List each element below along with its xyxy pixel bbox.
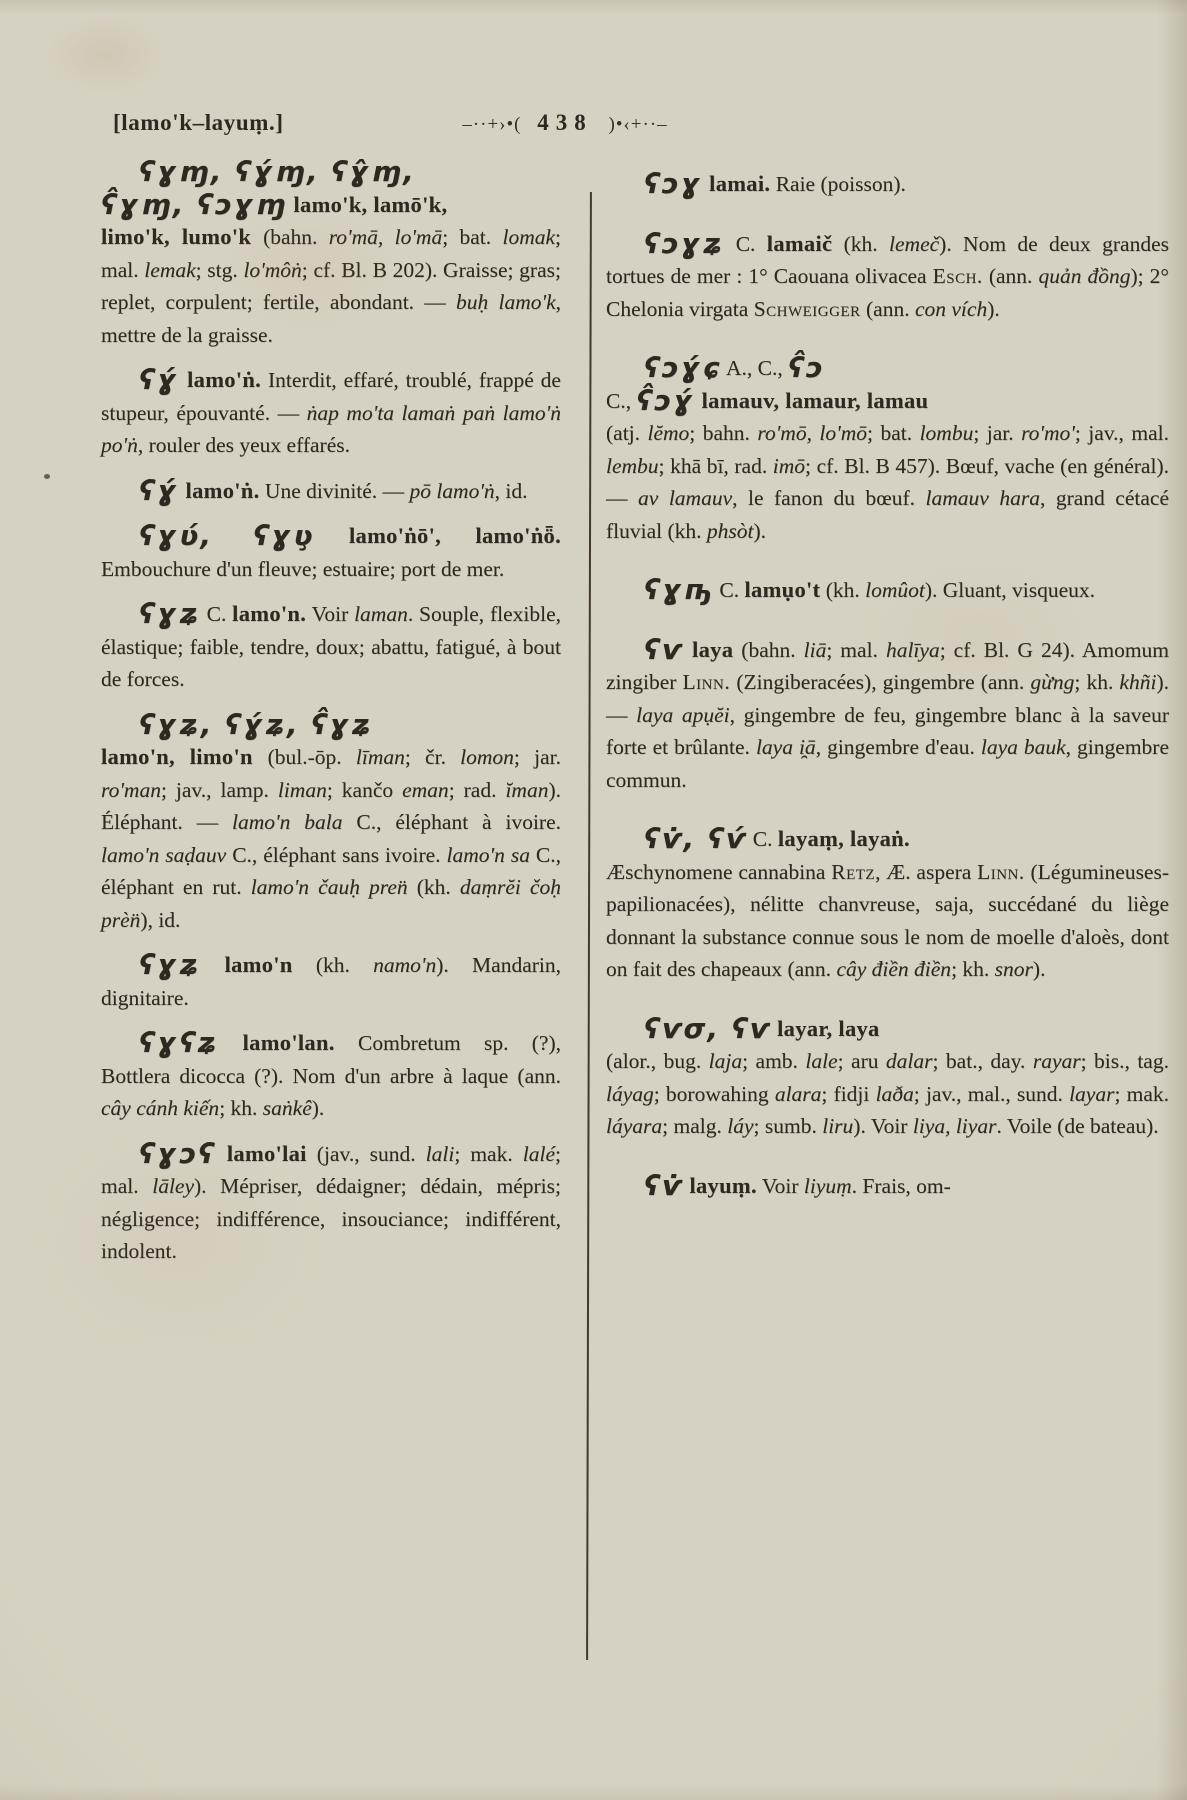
definition-text: ; jar.: [513, 745, 561, 769]
foreign-term: liru: [822, 1114, 854, 1138]
foreign-term: ṅap mo'ta lamaṅ paṅ lamo'ṅ po'ṅ: [101, 400, 561, 457]
headword: lamo'n: [200, 952, 293, 977]
foreign-term: lale: [805, 1049, 838, 1073]
dictionary-entry: [101, 520, 561, 585]
cham-script-word: ʕɣʕʑ: [139, 1026, 219, 1059]
foreign-term: layar: [1069, 1081, 1115, 1106]
cham-script-word: ʕɣɱ, ʕɣ́ɱ, ʕɣ̂ɱ,: [139, 155, 416, 188]
author-name: Schweigger: [753, 296, 861, 321]
definition-text: Combretum sp. (?), Bottlera dicocca (?). Nom d'un arbre à laque (ann.: [101, 1031, 561, 1088]
definition-text: , gingembre commun.: [606, 735, 1169, 792]
dictionary-entry: [101, 1027, 561, 1125]
foreign-term: lemak: [144, 257, 196, 282]
headword: lamo'lai: [216, 1140, 307, 1166]
foreign-term: ro'mō, lo'mō: [757, 421, 868, 445]
dictionary-entry: [606, 352, 1169, 547]
headword: laya: [683, 636, 734, 662]
definition-text: ; bat.: [867, 421, 920, 445]
pagination: [340, 110, 790, 136]
foreign-term: cây điền điền: [836, 957, 952, 981]
definition-text: (kh.: [820, 578, 866, 602]
foreign-term: lomak: [502, 225, 556, 249]
foreign-term: av lamauv: [638, 486, 733, 510]
definition-text: . Voile (de bateau).: [996, 1114, 1159, 1138]
definition-text: ; cf. Bl. B 457). Bœuf, vache (en général). —: [606, 453, 1169, 510]
definition-text: ). Nom de deux grandes tortues de mer : 1° Caouana olivacea: [606, 231, 1169, 288]
headword: lamo'n, limo'n: [101, 744, 268, 769]
definition-text: , Æ. aspera: [875, 859, 978, 884]
cham-script-word: ʕɣ́: [139, 363, 180, 396]
definition-text: , mettre de la graisse.: [101, 290, 561, 347]
definition-text: ; bat.: [442, 225, 503, 249]
cham-script-word: ʕɣʑ: [139, 948, 201, 981]
dictionary-entry: [606, 823, 1169, 986]
definition-text: ; čr.: [404, 745, 461, 769]
definition-text: ; amb.: [742, 1049, 806, 1073]
text-columns: [101, 156, 1169, 1281]
definition-text: (atj.: [606, 421, 648, 445]
definition-text: ).: [987, 296, 1000, 321]
cham-script-word: ʕɔɣ: [644, 167, 704, 200]
author-name: Retz: [831, 859, 876, 884]
foreign-term: phsòt: [706, 518, 754, 543]
foreign-term: lali: [425, 1141, 455, 1166]
foreign-term: lamo'n sa: [446, 842, 530, 867]
dictionary-entry: [606, 228, 1169, 326]
ornament-left: –··+›•(: [462, 114, 522, 135]
foreign-term: láyag: [606, 1081, 654, 1106]
definition-text: ; rad.: [448, 777, 506, 802]
foreign-term: saṅkê: [262, 1096, 312, 1120]
definition-text: (bahn.: [263, 225, 329, 249]
definition-text: (jav., sund.: [306, 1141, 426, 1166]
cham-script-word: ʕɣɔʕ: [139, 1136, 217, 1170]
foreign-term: lo'môṅ: [243, 257, 302, 282]
definition-text: C.,: [606, 388, 637, 413]
definition-text: ; fidji: [821, 1081, 876, 1106]
definition-text: , grand cétacé fluvial (kh.: [606, 486, 1169, 543]
foreign-term: quản đồng: [1038, 264, 1131, 288]
foreign-term: lembu: [606, 453, 659, 478]
ornament-right: )•‹+··–: [608, 114, 668, 135]
definition-text: ; mak.: [1114, 1081, 1169, 1106]
definition-text: ; bahn.: [689, 421, 758, 445]
definition-text: . Frais, om-: [851, 1173, 951, 1198]
foreign-term: laya apụĕi: [636, 702, 730, 727]
left-column: [101, 156, 561, 1281]
definition-text: ; aru: [837, 1049, 886, 1073]
definition-text: ; mal.: [101, 225, 562, 282]
foreign-term: lomon: [460, 745, 514, 769]
cham-script-word: ʕɣ̧ҧ: [644, 573, 715, 606]
foreign-term: laya bauk: [980, 735, 1066, 759]
ink-speck: [44, 474, 50, 479]
definition-text: ; sumb.: [753, 1114, 823, 1138]
dictionary-entry: [606, 168, 1169, 201]
foreign-term: ro'mo': [1021, 421, 1075, 445]
definition-text: ); 2° Chelonia virgata: [606, 264, 1169, 321]
definition-text: ; stg.: [195, 257, 244, 282]
foreign-term: laya i̯ā: [755, 735, 816, 759]
definition-text: C.: [747, 827, 778, 851]
definition-text: ; mak.: [454, 1141, 523, 1166]
definition-text: ).: [1032, 957, 1046, 981]
definition-text: (bul.-ōp.: [267, 745, 356, 769]
definition-text: Voir: [306, 602, 355, 626]
cham-script-word: ʕѵ̇: [644, 1168, 684, 1202]
definition-text: (bahn.: [733, 637, 804, 662]
headword: lamo'ṅ.: [179, 477, 260, 503]
cham-script-word: ʕ̂ɔɣ́: [636, 383, 696, 417]
definition-text: Une divinité. —: [259, 478, 410, 503]
headword: layar, laya: [771, 1015, 880, 1041]
dictionary-entry: [606, 1170, 1169, 1203]
dictionary-entry: [101, 475, 561, 508]
running-head: [lamo'k–layuṃ.]: [113, 110, 284, 135]
definition-text: ). Gluant, visqueux.: [924, 578, 1096, 602]
foreign-term: lāley: [152, 1174, 195, 1198]
dictionary-entry: [101, 364, 561, 462]
headword: lamo'lan.: [218, 1030, 335, 1055]
cham-script-word: ʕɣʑ, ʕɣ́ʑ, ʕ̂ɣʑ: [139, 707, 374, 741]
definition-text: ; bis., tag.: [1080, 1049, 1169, 1073]
definition-text: ). Mépriser, dédaigner; dédain, mépris; négligence; indifférence, insouciance; indifférent, indolent.: [101, 1174, 561, 1263]
definition-text: ). Mandarin, dignitaire.: [101, 953, 561, 1010]
foreign-term: ĭman: [505, 777, 549, 802]
foreign-term: snor: [994, 957, 1033, 981]
definition-text: ; khā bī, rad.: [658, 453, 773, 478]
foreign-term: alara: [774, 1081, 822, 1106]
foreign-term: lombu: [919, 421, 974, 445]
cham-script-word: ʕ̂ɣɱ, ʕɔɣɱ: [101, 187, 288, 221]
foreign-term: liya, liyar: [912, 1114, 997, 1138]
foreign-term: láy: [727, 1114, 754, 1138]
foreign-term: con vích: [914, 296, 988, 321]
cham-script-word: ʕ̂ɔ: [788, 351, 825, 384]
definition-text: ; borowahing: [653, 1081, 775, 1106]
foreign-term: pō lamo'ṅ: [409, 478, 495, 503]
foreign-term: līman: [355, 745, 405, 769]
definition-text: C., éléphant en rut.: [101, 842, 562, 899]
headword: lamauv, lamaur, lamau: [695, 387, 929, 413]
foreign-term: lamo'n saḍauv: [101, 842, 227, 867]
definition-text: , gingembre d'eau.: [815, 735, 981, 759]
cham-script-word: ʕɣʑ: [139, 597, 201, 630]
dictionary-entry: [606, 1013, 1169, 1143]
cham-script-word: ʕɣ́: [139, 473, 180, 507]
headword: layuṃ.: [683, 1172, 757, 1198]
cham-script-word: ʕɔɣʑ: [644, 226, 725, 260]
headword: lamụo't: [744, 577, 821, 602]
headword: lamo'ṅō', lamo'ṅȫ.: [314, 523, 561, 548]
headword: layaṃ, layaṅ.: [777, 826, 910, 851]
definition-text: Interdit, effaré, troublé, frappé de stupeur, épouvanté. —: [101, 368, 561, 425]
definition-text: ; bat., day.: [932, 1049, 1033, 1073]
foreign-term: lemeč: [889, 231, 940, 256]
definition-text: ).: [753, 518, 767, 543]
cham-script-word: ʕɔɣ́ɕ: [644, 351, 722, 384]
definition-text: , id.: [494, 478, 528, 503]
definition-text: ; malg.: [662, 1114, 728, 1138]
definition-text: (ann.: [860, 296, 915, 321]
definition-text: ; cf. Bl. G 24). Amomum zingiber: [606, 637, 1170, 694]
headword: lamaič: [766, 230, 833, 256]
definition-text: , rouler des yeux effarés.: [137, 433, 350, 457]
foreign-term: khñi: [1119, 670, 1157, 694]
definition-text: ; jav., mal.: [1074, 421, 1170, 445]
foreign-term: láyara: [606, 1114, 663, 1138]
foreign-term: lĕmo: [647, 421, 690, 445]
headword: lamo'ṅ.: [179, 367, 262, 392]
foreign-term: dalar: [885, 1049, 933, 1073]
definition-text: ).: [311, 1096, 325, 1120]
definition-text: C.: [200, 602, 233, 626]
dictionary-entry: [101, 709, 561, 937]
definition-text: (kh.: [407, 875, 460, 899]
cham-script-word: ʕѵσ, ʕѵ: [644, 1011, 772, 1045]
definition-text: A., C.,: [721, 356, 789, 380]
foreign-term: ro'man: [101, 777, 161, 802]
dictionary-entry: [606, 634, 1169, 797]
foreign-term: daṃrĕi čoḥ prèn̈: [101, 875, 561, 932]
foreign-term: gừng: [1030, 670, 1075, 694]
page-number: 438: [537, 110, 593, 135]
foreign-term: lamauv hara: [925, 486, 1040, 510]
dictionary-entry: [101, 598, 561, 696]
foreign-term: cây cánh kiến: [101, 1096, 220, 1120]
foreign-term: eman: [402, 777, 449, 802]
definition-text: ; kh.: [1074, 670, 1120, 694]
definition-text: ), id.: [140, 907, 181, 932]
foreign-term: rayar: [1032, 1049, 1081, 1073]
foreign-term: imō: [772, 453, 806, 478]
right-column: [606, 156, 1169, 1281]
foreign-term: halīya: [885, 637, 940, 662]
author-name: Linn.: [682, 670, 731, 694]
definition-text: ; kh.: [951, 957, 995, 981]
headword: limo'k, lumo'k: [101, 224, 264, 249]
definition-text: ). Voir: [853, 1114, 913, 1138]
foreign-term: laða: [875, 1081, 914, 1106]
headword: lamai.: [703, 171, 771, 196]
cham-script-word: ʕɣʋ́, ʕɣʋ̧: [139, 519, 315, 552]
dictionary-entry: [101, 949, 561, 1014]
definition-text: (ann.: [982, 264, 1039, 288]
headword: lamo'n.: [232, 601, 307, 626]
definition-text: (kh.: [832, 231, 890, 256]
foreign-term: liā: [803, 637, 827, 662]
dictionary-entry: [101, 1138, 561, 1268]
definition-text: ; mal.: [101, 1141, 561, 1198]
definition-text: Æschynomene cannabina: [606, 859, 832, 884]
definition-text: C.: [714, 578, 745, 602]
definition-text: ; jar.: [973, 421, 1022, 445]
definition-text: ; cf. Bl. B 202). Graisse; gras; replet, corpulent; fertile, abondant. —: [101, 257, 561, 314]
foreign-term: laja: [708, 1049, 743, 1073]
definition-text: (Légumineuses-papilionacées), nélitte chanvreuse, saja, succédané du liège donnant la substance connue sous le nom de moelle d'aloès, dont on fait des chapeaux (ann.: [606, 859, 1170, 981]
definition-text: Raie (poisson).: [770, 172, 906, 196]
cham-script-word: ʕѵ: [644, 632, 684, 666]
foreign-term: ro'mā, lo'mā: [328, 225, 443, 249]
definition-text: C., éléphant sans ivoire.: [226, 842, 447, 867]
foreign-term: lomûot: [865, 578, 925, 602]
dictionary-entry: [101, 156, 561, 351]
foreign-term: namo'n: [373, 953, 437, 977]
definition-text: C., éléphant à ivoire.: [342, 810, 561, 834]
foreign-term: lamo'n čauḥ pren̈: [250, 875, 408, 899]
headword: lamo'k, lamō'k,: [287, 191, 448, 217]
definition-text: ; kančo: [326, 777, 403, 802]
definition-text: Embouchure d'un fleuve; estuaire; port de mer.: [101, 556, 505, 581]
cham-script-word: ʕѵ̇, ʕѵ́: [644, 822, 748, 855]
author-name: Linn.: [977, 859, 1025, 884]
definition-text: , gingembre de feu, gingembre blanc à la saveur forte et brûlante.: [606, 702, 1170, 759]
definition-text: ; jav., lamp.: [160, 777, 278, 802]
definition-text: (kh.: [292, 953, 374, 977]
definition-text: ; kh.: [219, 1096, 263, 1120]
definition-text: (Zingiberacées), gingembre (ann.: [730, 670, 1031, 694]
definition-text: Voir: [756, 1173, 804, 1198]
definition-text: ). Éléphant. —: [101, 777, 561, 834]
foreign-term: lalé: [522, 1141, 556, 1166]
definition-text: ; mal.: [826, 637, 886, 662]
definition-text: C.: [724, 231, 767, 256]
definition-text: , le fanon du bœuf.: [732, 486, 926, 510]
foreign-term: liyuṃ: [803, 1173, 852, 1198]
definition-text: . Souple, flexible, élastique; faible, tendre, doux; abattu, fatigué, à bout de forces.: [101, 602, 562, 691]
foreign-term: laman: [354, 602, 408, 626]
foreign-term: lamo'n bala: [232, 810, 343, 834]
author-name: Esch.: [932, 264, 983, 288]
definition-text: ; jav., mal., sund.: [913, 1081, 1070, 1106]
dictionary-entry: [606, 574, 1169, 607]
foreign-term: buḥ lamo'k: [456, 290, 556, 314]
definition-text: (alor., bug.: [606, 1049, 709, 1073]
definition-text: ). —: [606, 670, 1169, 727]
foreign-term: liman: [277, 777, 327, 802]
